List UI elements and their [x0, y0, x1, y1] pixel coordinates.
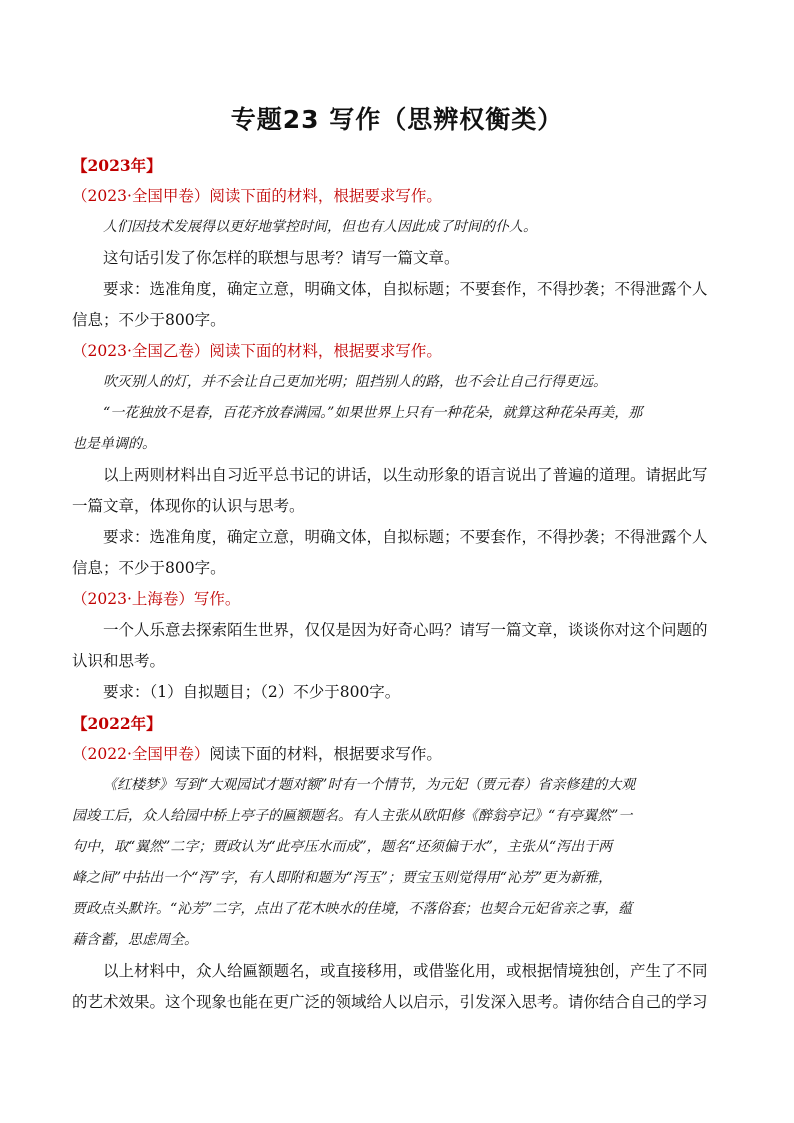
question-2-question-line-1: 以上两则材料出自习近平总书记的讲话，以生动形象的语言说出了普遍的道理。请据此写: [103, 466, 708, 484]
question-4-question-line-2: 的艺术效果。这个现象也能在更广泛的领域给人以启示，引发深入思考。请你结合自己的学习: [72, 993, 708, 1011]
question-1-prompt: 阅读下面的材料，根据要求写作。: [209, 187, 442, 205]
question-1-source: （2023·全国甲卷）: [72, 187, 210, 205]
question-2-source-line: [72, 336, 722, 367]
question-4-material-line-5: 贾政点头默许。“沁芳”二字，点出了花木映水的佳境，不落俗套；也契合元妃省亲之事，蕴: [72, 901, 633, 917]
question-4-material-line-6: 藉含蓄，思虑周全。: [72, 932, 198, 948]
question-1-requirement-line-1: 要求：选准角度，确定立意，明确文体，自拟标题；不要套作，不得抄袭；不得泄露个人: [103, 280, 708, 298]
question-2-prompt: 阅读下面的材料，根据要求写作。: [209, 342, 442, 360]
question-4-material-line-4: 峰之间”中拈出一个“泻”字，有人即附和题为“泻玉”；贾宝玉则觉得用“沁芳”更为新雅，: [72, 870, 613, 886]
section-heading-2022: 【2022年】: [72, 714, 162, 733]
question-2-requirement-line-1: 要求：选准角度，确定立意，明确文体，自拟标题；不要套作，不得抄袭；不得泄露个人: [103, 528, 708, 546]
question-2-requirement-line-2: 信息；不少于800字。: [72, 559, 226, 577]
question-4-source: （2022·全国甲卷）: [72, 745, 210, 763]
question-1-material: 人们因技术发展得以更好地掌控时间，但也有人因此成了时间的仆人。: [103, 219, 537, 235]
question-1-requirement-line-2: 信息；不少于800字。: [72, 311, 226, 329]
question-4-material-line-3: 句中，取“翼然”二字；贾政认为“此亭压水而成”，题名“还须偏于水”，主张从“泻出于两: [72, 839, 613, 855]
question-1-source-line: [72, 181, 722, 212]
question-4-question-line-1: 以上材料中，众人给匾额题名，或直接移用，或借鉴化用，或根据情境独创，产生了不同: [103, 962, 708, 980]
question-4-material-line-2: 园竣工后，众人给园中桥上亭子的匾额题名。有人主张从欧阳修《醉翁亭记》“有亭翼然”一: [72, 808, 633, 824]
question-1-question: 这句话引发了你怎样的联想与思考？请写一篇文章。: [103, 249, 460, 267]
question-3-source: （2023·上海卷）: [72, 590, 194, 608]
question-2-material-2-line-2: 也是单调的。: [72, 436, 156, 452]
question-3-requirement: 要求：（1）自拟题目；（2）不少于800字。: [103, 683, 401, 701]
question-3-question-line-1: 一个人乐意去探索陌生世界，仅仅是因为好奇心吗？请写一篇文章，谈谈你对这个问题的: [103, 621, 708, 639]
question-2-source: （2023·全国乙卷）: [72, 342, 210, 360]
page-title: 专题23 写作（思辨权衡类）: [230, 105, 564, 134]
document-body: [72, 150, 722, 1018]
question-4-prompt: 阅读下面的材料，根据要求写作。: [209, 745, 442, 763]
question-4-material-line-1: 《红楼梦》写到“大观园试才题对额”时有一个情节，为元妃（贾元春）省亲修建的大观: [103, 777, 636, 793]
question-2-question-line-2: 一篇文章，体现你的认识与思考。: [72, 497, 305, 515]
question-2-material-1: 吹灭别人的灯，并不会让自己更加光明；阻挡别人的路，也不会让自己行得更远。: [103, 374, 607, 390]
question-2-material-2-line-1: “一花独放不是春，百花齐放春满园。”如果世界上只有一种花朵，就算这种花朵再美，那: [103, 405, 643, 421]
section-heading-2023: 【2023年】: [72, 156, 162, 175]
question-4-source-line: [72, 739, 722, 770]
question-3-source-line: [72, 584, 722, 615]
question-3-prompt: 写作。: [193, 590, 241, 608]
question-3-question-line-2: 认识和思考。: [72, 652, 166, 670]
